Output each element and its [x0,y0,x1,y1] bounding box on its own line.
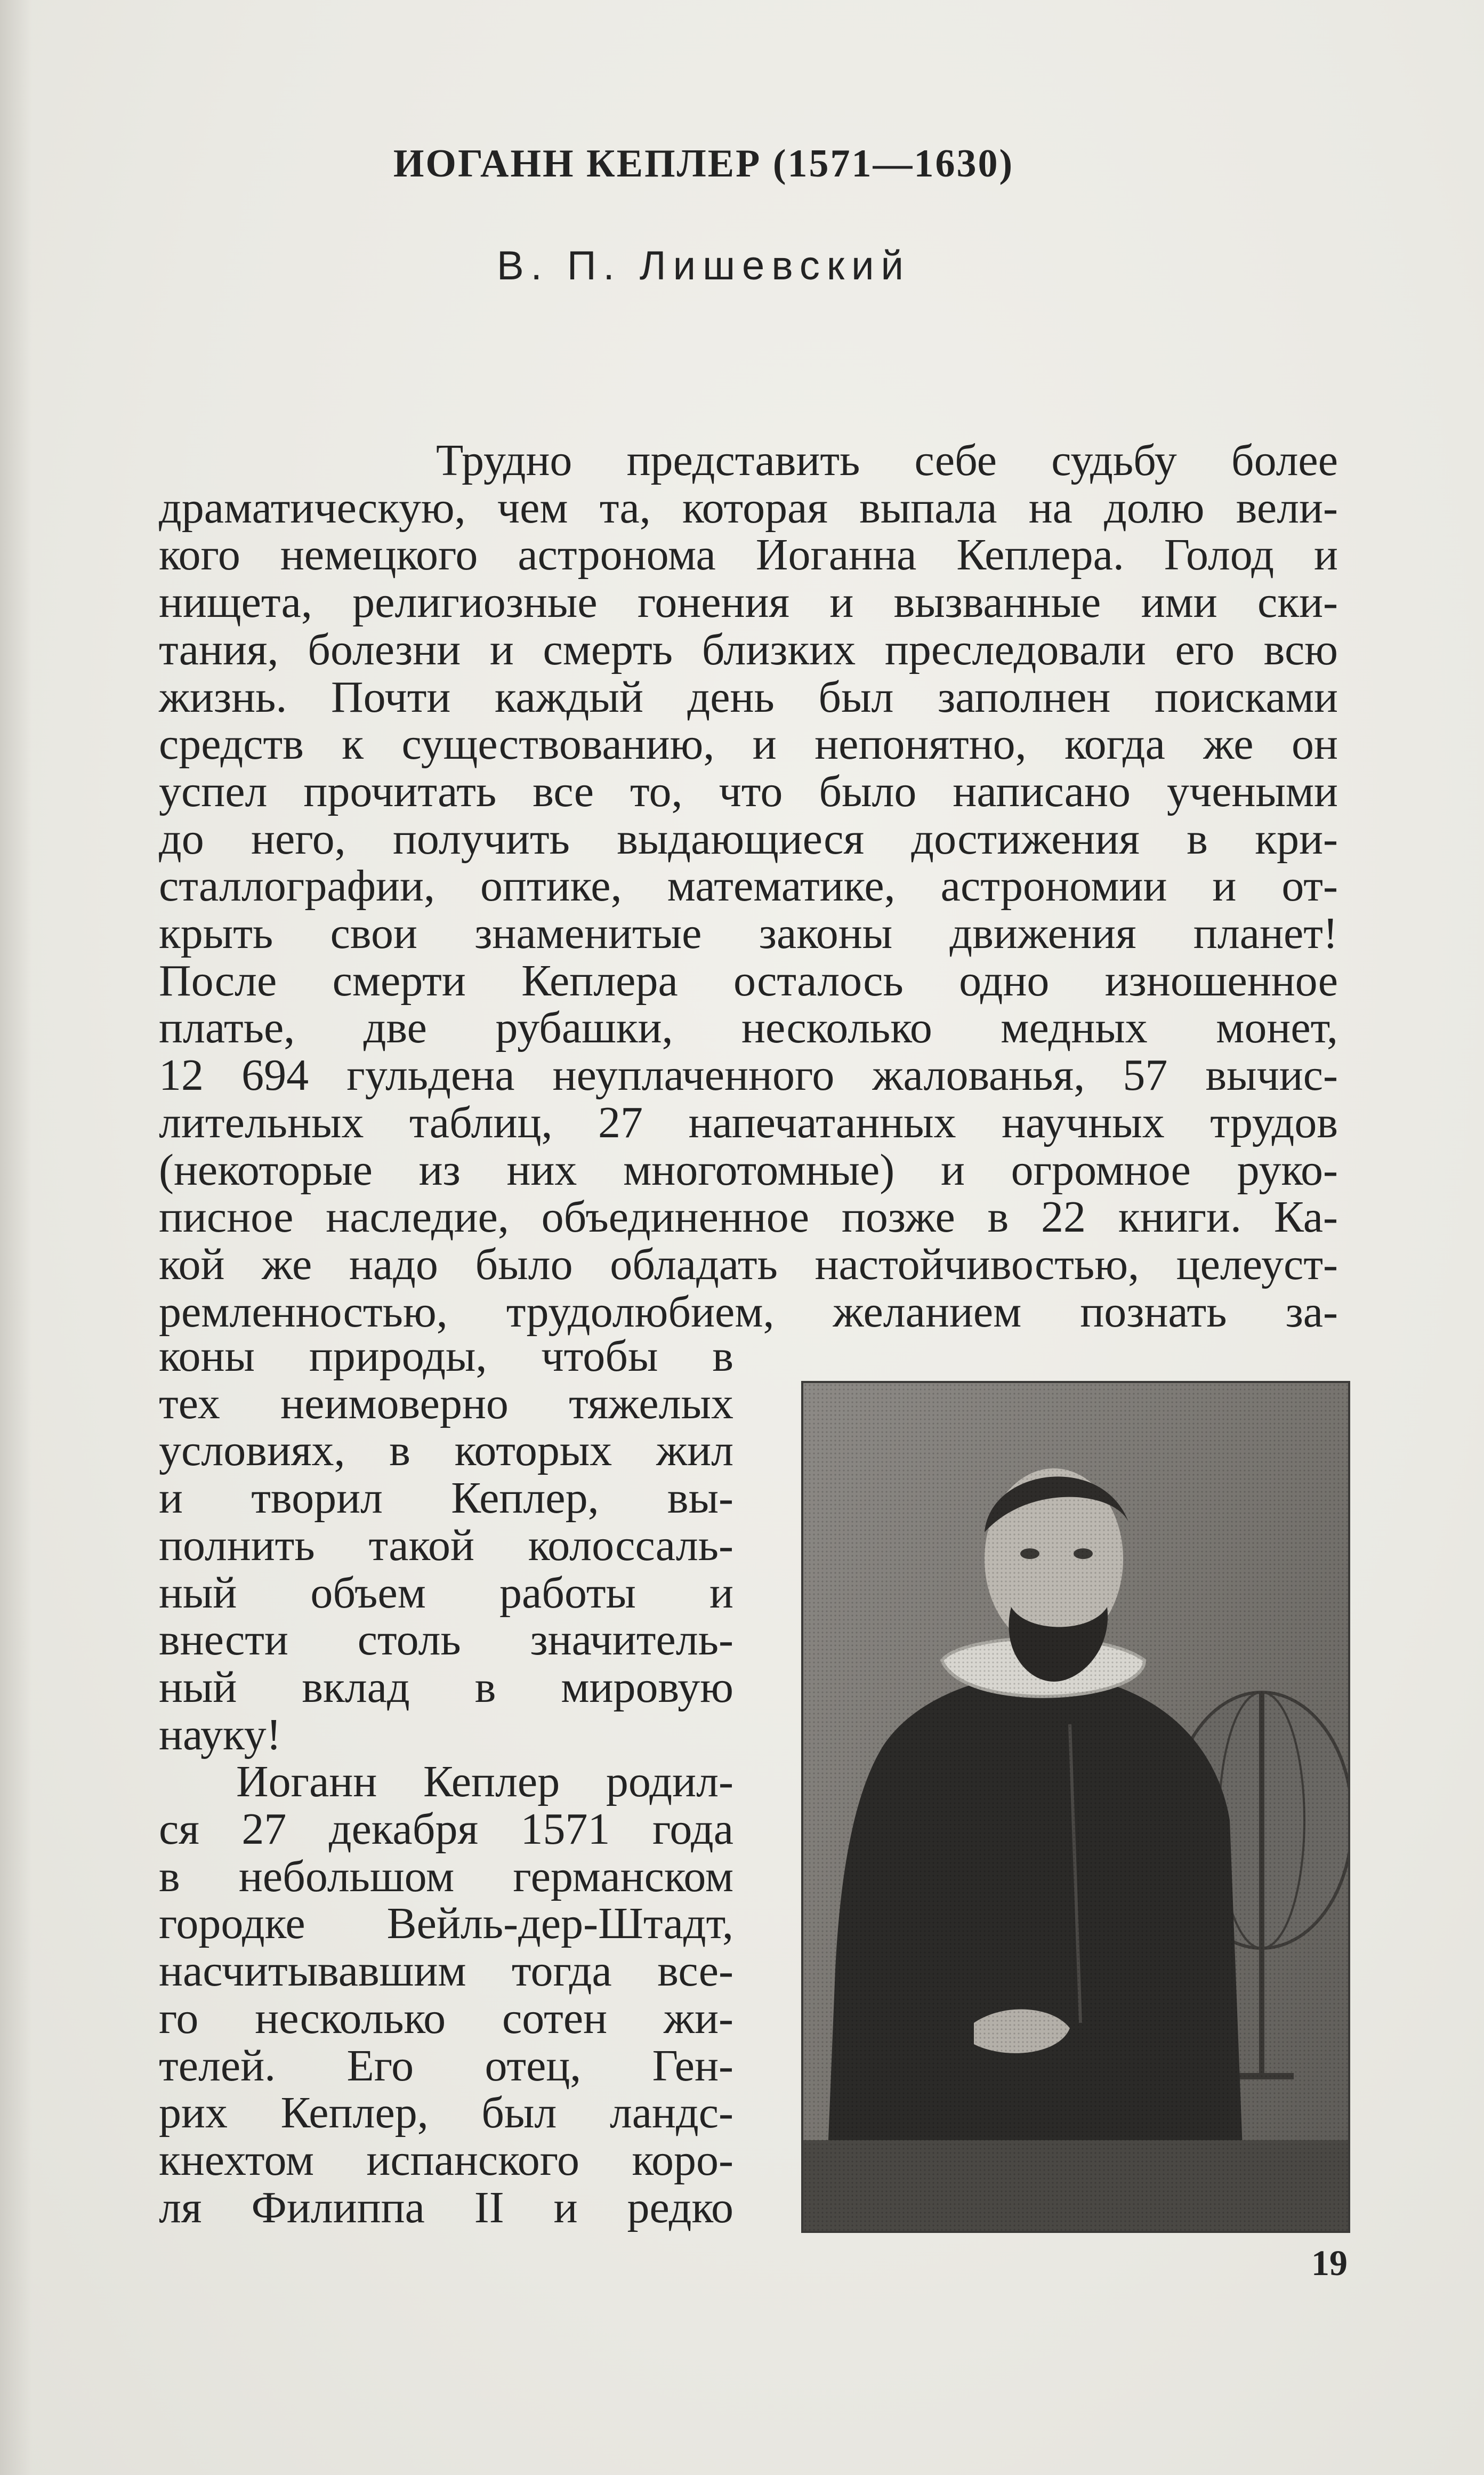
text-line: тания, болезни и смерть близких преследовали его всю [159,624,1338,674]
text-line: полнить такой колоссаль- [159,1520,733,1570]
text-line: насчитывавшим тогда все- [159,1946,733,1996]
text-line: науку! [159,1709,281,1759]
text-line: кой же надо было обладать настойчивостью, целеуст- [159,1239,1338,1289]
text-line: телей. Его отец, Ген- [159,2040,733,2091]
article-author: В. П. Лишевский [496,243,911,288]
text-line: успел прочитать все то, что было написано учеными [159,766,1338,816]
text-line: Иоганн Кеплер родил- [236,1757,733,1807]
text-line: средств к существованию, и непонятно, когда же он [159,719,1338,769]
text-line: до него, получить выдающиеся достижения в кри- [159,814,1338,864]
text-line: городке Вейль-дер-Штадт, [159,1899,733,1949]
page-gutter-shadow [0,0,32,2475]
text-line: ля Филиппа II и редко [159,2182,733,2232]
article-heading: ИОГАНН КЕПЛЕР (1571—1630) [393,142,1014,186]
text-line: платье, две рубашки, несколько медных монет, [159,1003,1338,1053]
text-line: и творил Кеплер, вы- [159,1473,733,1523]
paragraph-1 [159,437,1338,1336]
text-line: писное наследие, объединенное позже в 22 книги. Ка- [159,1192,1338,1242]
narrow-column-text [159,1333,733,2231]
text-line: тех неимоверно тяжелых [159,1378,733,1428]
text-line: жизнь. Почти каждый день был заполнен поисками [159,672,1338,722]
text-line: нищета, религиозные гонения и вызванные ими ски- [159,577,1338,628]
text-line: сталлографии, оптике, математике, астрономии и от- [159,861,1338,911]
text-line: рих Кеплер, был ландс- [159,2088,733,2138]
text-line: драматическую, чем та, которая выпала на долю вели- [159,483,1338,533]
text-line: условиях, в которых жил [159,1426,733,1476]
text-line: го несколько сотен жи- [159,1993,733,2043]
text-line: ся 27 декабря 1571 года [159,1804,733,1854]
portrait-illustration [803,1383,1348,2231]
text-line: в небольшом германском [159,1851,733,1901]
text-line: кого немецкого астронома Иоганна Кеплера. Голод и [159,530,1338,580]
text-line: лительных таблиц, 27 напечатанных научных трудов [159,1097,1338,1147]
text-line: коны природы, чтобы в [159,1331,733,1381]
text-line: ный объем работы и [159,1568,733,1618]
kepler-portrait-image [801,1381,1350,2233]
text-line: кнехтом испанского коро- [159,2135,733,2185]
text-line: После смерти Кеплера осталось одно изношенное [159,955,1338,1006]
text-line: крыть свои знаменитые законы движения планет! [159,909,1338,959]
text-line: 12 694 гульдена неуплаченного жалованья, 57 вычис- [159,1050,1338,1100]
text-line: ремленностью, трудолюбием, желанием познать за- [159,1287,1338,1337]
page-number: 19 [1311,2243,1348,2283]
text-line: ный вклад в мировую [159,1662,733,1712]
text-line: внести столь значитель- [159,1615,733,1665]
text-line: Трудно представить себе судьбу более [436,436,1338,485]
text-line: (некоторые из них многотомные) и огромное руко- [159,1145,1338,1195]
